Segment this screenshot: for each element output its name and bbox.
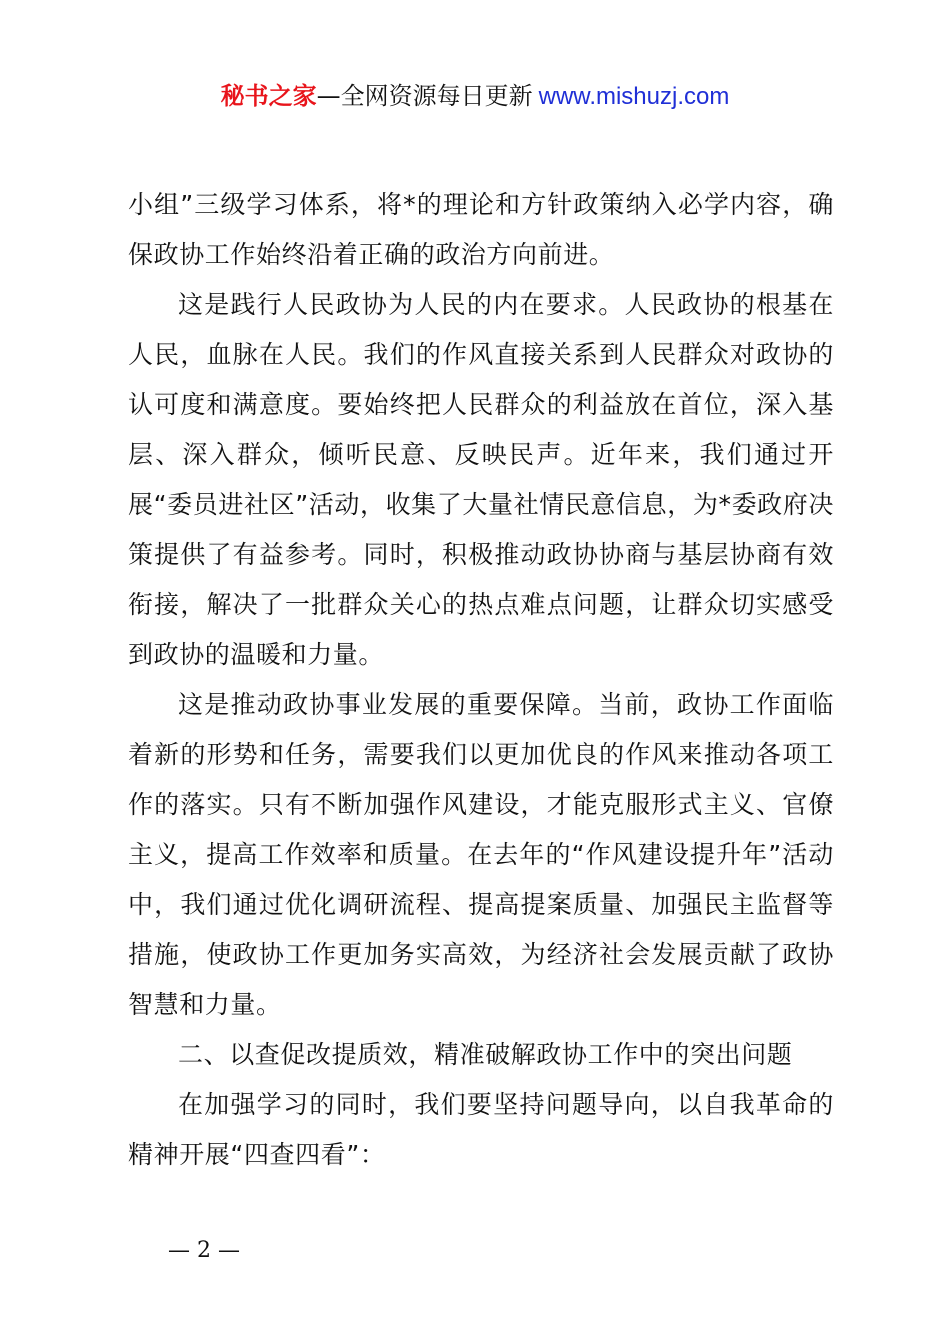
header-tagline: —全网资源每日更新 [316, 82, 533, 110]
paragraph-development-guarantee: 这是推动政协事业发展的重要保障。当前，政协工作面临着新的形势和任务，需要我们以更加优良的作风来推动各项工作的落实。只有不断加强作风建设，才能克服形式主义、官僚主义，提高工作效率和质量。在去年的“作风建设提升年”活动中，我们通过优化调研流程、提高提案质量、加强民主监督等措施，使政协工作更加务实高效，为经济社会发展贡献了政协智慧和力量。 [128, 690, 834, 1019]
paragraph-people-oriented: 这是践行人民政协为人民的内在要求。人民政协的根基在人民，血脉在人民。我们的作风直接关系到人民群众对政协的认可度和满意度。要始终把人民群众的利益放在首位，深入基层、深入群众，倾听民意、反映民声。近年来，我们通过开展“委员进社区”活动，收集了大量社情民意信息，为*委政府决策提供了有益参考。同时，积极推动政协协商与基层协商有效衔接，解决了一批群众关心的热点难点问题，让群众切实感受到政协的温暖和力量。 [128, 290, 834, 669]
document-body [128, 180, 834, 1180]
brand-name: 秘书之家 [220, 82, 317, 110]
page-number: — 2 — [168, 1238, 240, 1263]
website-url-link[interactable]: www.mishuzj.com [538, 83, 730, 110]
site-watermark-header [0, 80, 950, 113]
paragraph-four-checks: 在加强学习的同时，我们要坚持问题导向，以自我革命的精神开展“四查四看”： [128, 1090, 834, 1169]
section-heading: 二、以查促改提质效，精准破解政协工作中的突出问题 [178, 1040, 793, 1069]
paragraph-continuation: 小组”三级学习体系，将*的理论和方针政策纳入必学内容，确保政协工作始终沿着正确的政治方向前进。 [128, 190, 834, 269]
